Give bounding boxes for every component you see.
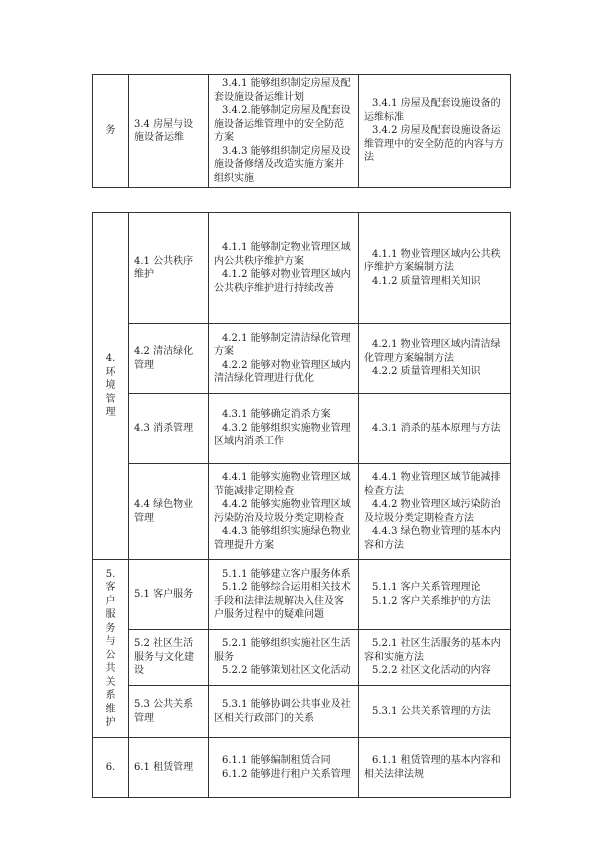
subcategory-cell: 4.3 消杀管理 (129, 394, 209, 464)
skill-item: 4.4.1 能够实施物业管理区域节能减排定期检查 (214, 472, 351, 497)
category-cell: 5.客户服务与公共关系维护 (93, 560, 129, 738)
category-cell: 6. (93, 738, 129, 798)
knowledge-item: 6.1.1 租赁管理的基本内容和相关法律法规 (364, 755, 501, 780)
skill-item: 4.2.2 能够对物业管理区域内清洁绿化管理进行优化 (214, 359, 351, 384)
knowledge-item: 4.3.1 消杀的基本原理与方法 (372, 422, 501, 434)
skill-item: 5.1.1 能够建立客户服务体系 (222, 568, 351, 580)
subcategory-cell: 4.2 清洁绿化管理 (129, 324, 209, 394)
skill-item: 4.3.2 能够组织实施物业管理区域内消杀工作 (214, 422, 351, 448)
knowledge-cell (359, 630, 511, 686)
knowledge-cell (359, 324, 511, 394)
knowledge-cell (359, 464, 511, 560)
table-row (93, 464, 511, 560)
skill-item: 3.4.1 能够组织制定房屋及配套设施设备运维计划 (214, 78, 351, 103)
knowledge-item: 4.4.2 物业管理区域污染防治及垃圾分类定期检查方法 (364, 499, 501, 524)
skill-item: 4.4.3 能够组织实施绿色物业管理提升方案 (214, 526, 351, 551)
table-row (93, 394, 511, 464)
knowledge-cell (359, 213, 511, 324)
knowledge-item: 3.4.2 房屋及配套设施设备运维管理中的安全防范的内容与方法 (364, 125, 504, 164)
skills-cell (209, 213, 359, 324)
skills-cell (209, 686, 359, 738)
table-row (93, 686, 511, 738)
subcategory-cell: 5.3 公共关系管理 (129, 686, 209, 738)
knowledge-item: 5.1.1 客户关系管理理论 (372, 582, 481, 593)
skills-cell (209, 394, 359, 464)
table-row (93, 75, 511, 188)
knowledge-cell (359, 686, 511, 738)
subcategory-cell: 4.1 公共秩序维护 (129, 213, 209, 324)
knowledge-item: 5.1.2 客户关系维护的方法 (372, 595, 491, 607)
skill-item: 6.1.2 能够进行租户关系管理 (222, 768, 351, 780)
skill-item: 5.1.2 能够综合运用相关技术手段和法律法规解决入住及客户服务过程中的疑难问题 (214, 582, 351, 620)
table-row (93, 560, 511, 630)
knowledge-cell (359, 560, 511, 630)
knowledge-item: 4.4.1 物业管理区域节能减排检查方法 (364, 472, 501, 497)
table-row (93, 738, 511, 798)
skill-item: 3.4.3 能够组织制定房屋及设施设备修缮及改造实施方案并组织实施 (214, 145, 351, 184)
skills-table-continued (92, 74, 511, 188)
skill-item: 3.4.2.能够制定房屋及配套设施设备运维管理中的安全防范方案 (214, 105, 351, 143)
skill-item: 5.2.1 能够组织实施社区生活服务 (214, 638, 351, 663)
knowledge-cell (359, 738, 511, 798)
skills-cell (209, 464, 359, 560)
skill-item: 4.3.1 能够确定消杀方案 (222, 409, 331, 421)
skills-cell (209, 324, 359, 394)
skills-cell (209, 75, 359, 188)
knowledge-item: 4.4.3 绿色物业管理的基本内容和方法 (364, 526, 501, 551)
knowledge-cell (359, 75, 511, 188)
skills-cell (209, 560, 359, 630)
subcategory-cell: 5.2 社区生活服务与文化建设 (129, 630, 209, 686)
knowledge-item: 5.3.1 公共关系管理的方法 (372, 705, 491, 717)
skills-table (92, 212, 511, 798)
skills-cell (209, 738, 359, 798)
knowledge-item: 4.2.1 物业管理区域内清洁绿化管理方案编制方法 (364, 339, 501, 364)
knowledge-cell (359, 394, 511, 464)
category-cell: 4.环境管理 (93, 213, 129, 560)
skill-item: 4.1.1 能够制定物业管理区域内公共秩序维护方案 (214, 242, 351, 267)
skill-item: 6.1.1 能够编制租赁合同 (222, 755, 331, 766)
skill-item: 4.1.2 能够对物业管理区域内公共秩序维护进行持续改善 (214, 269, 351, 294)
subcategory-cell: 4.4 绿色物业管理 (129, 464, 209, 560)
skill-item: 5.3.1 能够协调公共事业及社区相关行政部门的关系 (214, 699, 351, 724)
category-cell: 务 (93, 75, 129, 188)
knowledge-item: 3.4.1 房屋及配套设施设备的运维标准 (364, 98, 501, 123)
subcategory-cell: 5.1 客户服务 (129, 560, 209, 630)
subcategory-cell: 3.4 房屋与设施设备运维 (129, 75, 209, 188)
table-row (93, 324, 511, 394)
skill-item: 4.2.1 能够制定清洁绿化管理方案 (214, 332, 351, 357)
knowledge-item: 4.2.2 质量管理相关知识 (372, 366, 481, 378)
skill-item: 4.4.2 能够实施物业管理区域污染防治及垃圾分类定期检查 (214, 499, 351, 524)
knowledge-item: 5.2.2 社区文化活动的内容 (372, 665, 491, 677)
knowledge-item: 4.1.2 质量管理相关知识 (372, 275, 481, 287)
table-row (93, 213, 511, 324)
skill-item: 5.2.2 能够策划社区文化活动 (222, 665, 351, 677)
table-row (93, 630, 511, 686)
skills-cell (209, 630, 359, 686)
knowledge-item: 5.2.1 社区生活服务的基本内容和实施方法 (364, 638, 501, 663)
knowledge-item: 4.1.1 物业管理区域内公共秩序维护方案编制方法 (364, 248, 501, 274)
subcategory-cell: 6.1 租赁管理 (129, 738, 209, 798)
